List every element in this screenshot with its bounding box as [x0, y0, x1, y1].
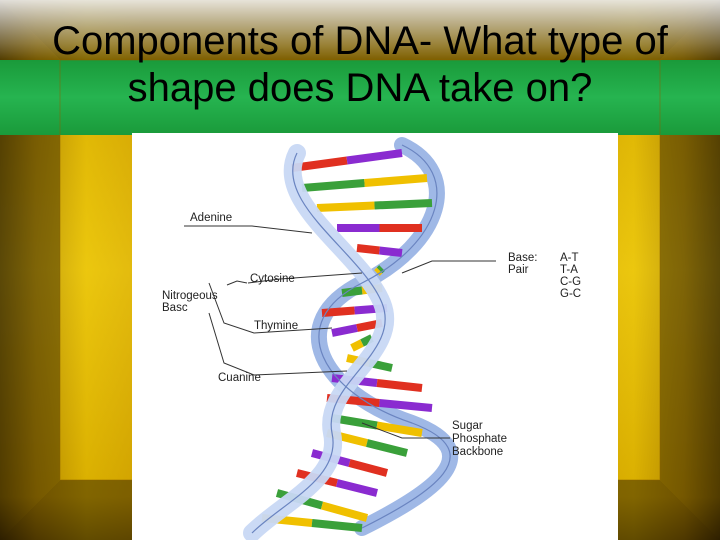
base-segment: [380, 268, 383, 271]
label-base-pair-1: Base:: [508, 252, 538, 264]
slide-title: Components of DNA- What type of shape does DNA take on?: [52, 19, 668, 110]
pair-at: A-T: [560, 252, 579, 264]
dna-diagram: [132, 133, 618, 540]
pair-cg: C-G: [560, 276, 582, 288]
base-segment: [337, 483, 377, 493]
base-segment: [380, 251, 403, 254]
pair-gc: G-C: [560, 288, 582, 300]
label-nitrogenous-2: Basc: [162, 302, 188, 314]
label-guanine: Cuanine: [218, 372, 261, 384]
base-segment: [352, 343, 362, 348]
base-segment: [302, 183, 365, 188]
label-thymine: Thymine: [254, 320, 299, 332]
base-segment: [332, 328, 357, 333]
label-adenine: Adenine: [190, 212, 233, 224]
dna-helix-illustration: [132, 133, 618, 540]
base-segment: [380, 403, 433, 408]
label-phosphate: Phosphate: [452, 433, 507, 445]
label-nitrogenous-1: Nitrogeous: [162, 290, 218, 302]
label-base-pair-2: Pair: [508, 264, 529, 276]
label-backbone: Backbone: [452, 446, 504, 458]
base-segment: [375, 203, 433, 206]
base-segment: [350, 463, 388, 473]
base-segment: [347, 153, 402, 161]
label-sugar: Sugar: [452, 420, 483, 432]
pair-ta: T-A: [560, 264, 578, 276]
base-segment: [367, 443, 407, 453]
base-segment: [357, 248, 380, 251]
base-pair-rungs: [262, 153, 432, 528]
base-segment: [365, 178, 428, 183]
base-segment: [322, 506, 367, 519]
label-cytosine: Cytosine: [250, 273, 295, 285]
base-segment: [377, 271, 380, 274]
base-segment: [317, 206, 375, 209]
base-segment: [312, 523, 362, 528]
base-segment: [377, 383, 422, 388]
